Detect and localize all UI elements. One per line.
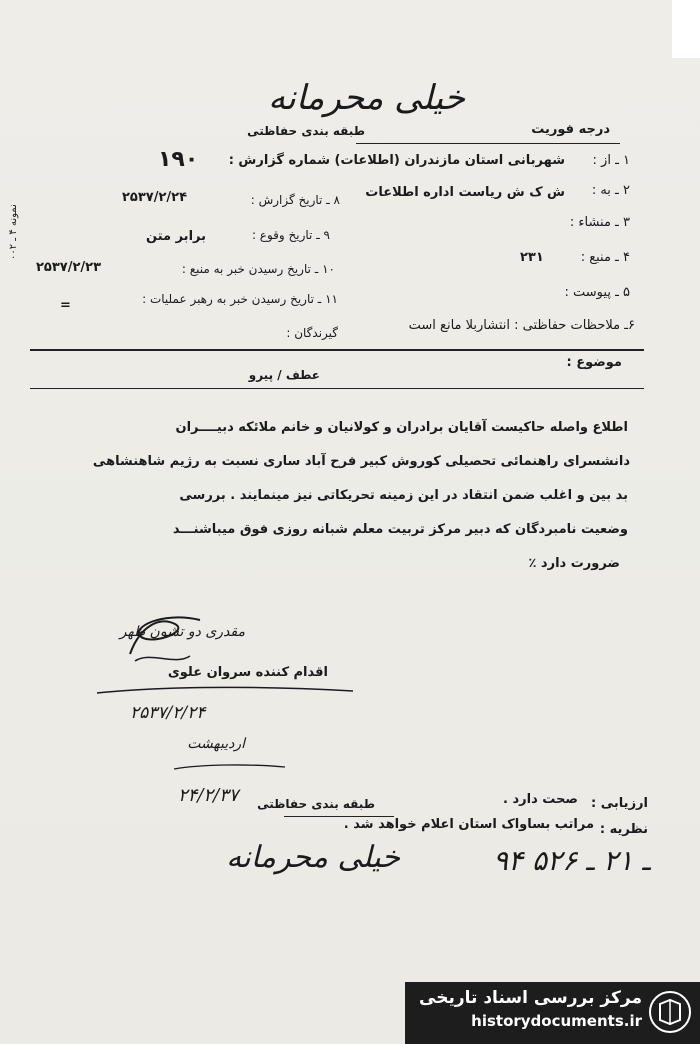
remarks-label: ۶ـ ملاحظات حفاظتی : انتشاربلا مانع است bbox=[408, 318, 635, 333]
initials-underline bbox=[172, 762, 287, 772]
scan-corner bbox=[672, 0, 700, 58]
report-date-value: ۲۵۳۷/۲/۲۴ bbox=[122, 190, 188, 205]
to-label: ۲ ـ به : bbox=[591, 183, 630, 198]
body-line: بد بین و اغلب ضمن انتقاد در این زمینه تحریکاتی نیز مینمایند . بررسی bbox=[179, 488, 628, 503]
receivers-label: گیرندگان : bbox=[286, 326, 338, 340]
footer-classification-label: طبقه بندی حفاظتی bbox=[257, 797, 375, 811]
signature-date: ۲۵۳۷/۲/۲۴ bbox=[130, 703, 206, 723]
subject-rule bbox=[30, 388, 644, 389]
handwritten-date: ۲۴/۲/۳۷ bbox=[178, 785, 239, 806]
opinion-label: نظریه : bbox=[599, 822, 648, 837]
section-divider bbox=[30, 349, 644, 351]
source-value: ۲۳۱ bbox=[520, 250, 544, 265]
news-date-value: ۲۵۳۷/۲/۲۳ bbox=[36, 260, 102, 275]
to-value: ش ک ش ریاست اداره اطلاعات bbox=[365, 185, 565, 200]
body-line: ضرورت دارد ٪ bbox=[528, 556, 620, 571]
body-line: دانشسرای راهنمائی تحصیلی کوروش کبیر فرح آباد ساری نسبت به رژیم شاهنشاهی bbox=[92, 454, 630, 469]
document-number: ۹۴ ـ ۲۱ ـ ۵۲۶ bbox=[493, 844, 651, 877]
underline-stroke bbox=[95, 683, 355, 697]
attachment-label: ۵ ـ پیوست : bbox=[564, 285, 630, 300]
origin-label: ۳ ـ منشاء : bbox=[569, 215, 630, 230]
footer-classification-title: خیلی محرمانه bbox=[226, 840, 400, 875]
body-line: وضعیت نامبردگان که دبیر مرکز تربیت معلم شبانه روزی فوق میباشنـــد bbox=[172, 522, 628, 537]
archive-watermark bbox=[405, 982, 700, 1044]
archive-url: historydocuments.ir bbox=[471, 1012, 642, 1030]
reference-label: عطف / پیرو bbox=[248, 368, 320, 382]
event-date-label: ۹ ـ تاریخ وقوع : bbox=[251, 228, 330, 242]
action-by: اقدام کننده سروان علوی bbox=[167, 665, 328, 680]
archive-name: مرکز بررسی اسناد تاریخی bbox=[419, 988, 642, 1008]
evaluation-label: ارزیابی : bbox=[591, 796, 648, 811]
classification-label: طبقه بندی حفاظتی bbox=[247, 124, 365, 138]
urgency-label: درجه فوریت bbox=[531, 122, 610, 137]
body-line: اطلاع واصله حاکیست آقایان برادران و کولانیان و خانم ملائکه دبیــــران bbox=[175, 420, 628, 435]
subject-label: موضوع : bbox=[566, 355, 622, 370]
form-number-margin: نمونه ۴ ـ ۰۰۲ bbox=[8, 204, 19, 260]
archive-logo-icon bbox=[648, 990, 692, 1034]
handwritten-note: مقدری دو تشون ظهر bbox=[119, 624, 245, 640]
news-date-label: ۱۰ ـ تاریخ رسیدن خبر به منبع : bbox=[181, 262, 335, 276]
handwritten-initials: اردیبهشت bbox=[187, 736, 245, 752]
report-number: ۱۹۰ bbox=[158, 147, 199, 172]
classification-title: خیلی محرمانه bbox=[268, 78, 465, 118]
report-date-label: ۸ ـ تاریخ گزارش : bbox=[250, 193, 340, 207]
from-value: شهربانی استان مازندران (اطلاعات) شماره گزارش : bbox=[228, 153, 565, 168]
evaluation-value: صحت دارد . bbox=[503, 792, 578, 807]
event-date-value: برابر متن bbox=[146, 229, 206, 244]
header-rule bbox=[356, 143, 620, 144]
ops-date-label: ۱۱ ـ تاریخ رسیدن خبر به رهبر عملیات : bbox=[142, 292, 338, 306]
ops-date-marker: = bbox=[60, 298, 71, 313]
opinion-value: مراتب بساواک استان اعلام خواهد شد . bbox=[343, 817, 594, 832]
from-label: ۱ ـ از : bbox=[592, 153, 630, 168]
source-label: ۴ ـ منبع : bbox=[580, 250, 630, 265]
